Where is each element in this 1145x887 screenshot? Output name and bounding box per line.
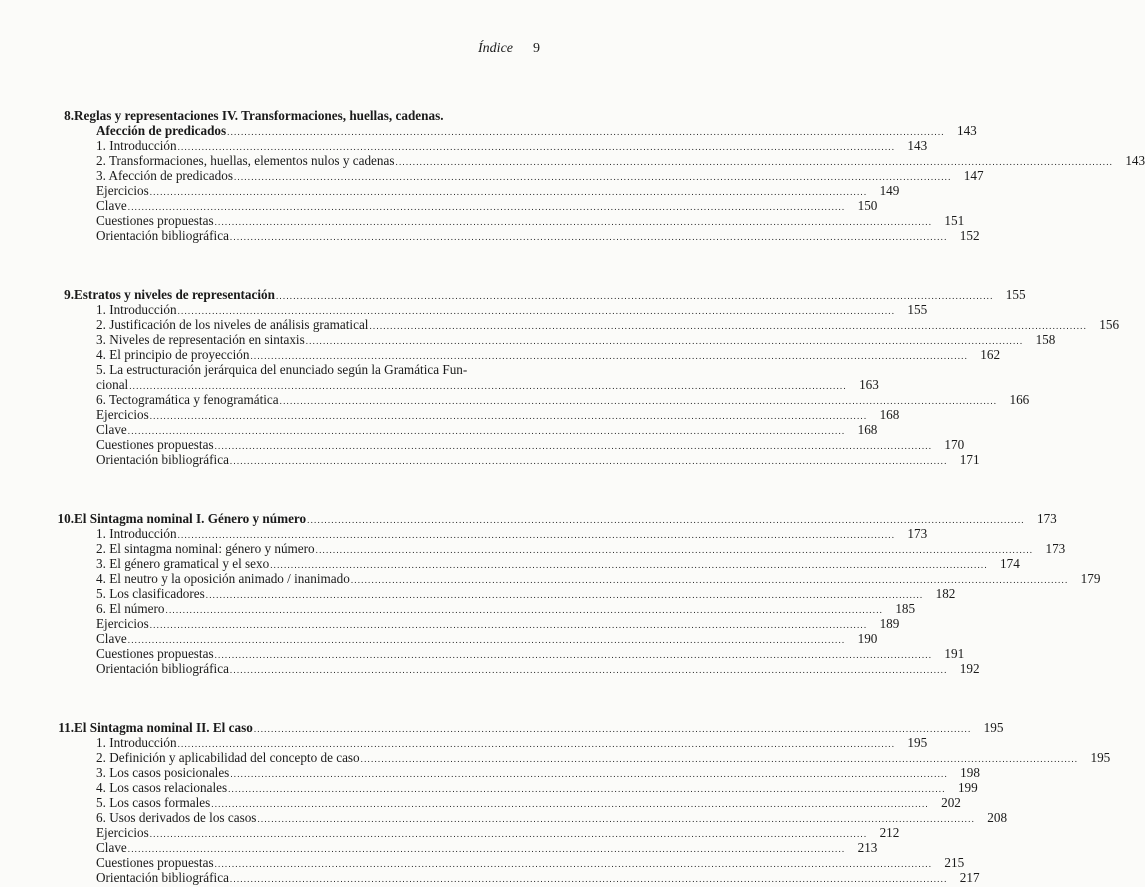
entry-text: 3. Niveles de representación en sintaxis — [96, 332, 305, 347]
dot-leader — [166, 603, 884, 618]
dot-leader — [228, 782, 946, 797]
entry-text: El Sintagma nominal I. Género y número — [74, 511, 307, 526]
entry-text: Clave — [96, 631, 127, 646]
toc-entry — [52, 735, 928, 750]
entry-text: Orientación bibliográfica — [96, 661, 229, 676]
chapter-section — [52, 108, 1145, 243]
toc-entry — [52, 825, 900, 840]
entry-page: 143 — [956, 123, 977, 138]
dot-leader — [306, 334, 1024, 349]
chapter-section — [52, 511, 1101, 676]
dot-leader — [230, 872, 948, 887]
dot-leader — [351, 573, 1069, 588]
toc-entry — [52, 526, 928, 541]
toc-entry — [52, 840, 878, 855]
entry-page: 217 — [959, 870, 980, 885]
entry-page: 166 — [1009, 392, 1030, 407]
toc-entry-cont — [52, 377, 879, 392]
toc-entry — [52, 302, 928, 317]
chapter-heading-cont — [52, 123, 977, 138]
dot-leader — [234, 170, 952, 185]
dot-leader — [150, 409, 868, 424]
toc-entry — [52, 631, 878, 646]
entry-text: 5. Los casos formales — [96, 795, 211, 810]
toc-entry — [52, 437, 965, 452]
toc-entry — [52, 392, 1030, 407]
entry-text: 5. La estructuración jerárquica del enunciado según la Gramática Fun- — [96, 362, 468, 377]
dot-leader — [215, 648, 933, 663]
dot-leader — [128, 200, 846, 215]
entry-number: 11. — [58, 720, 74, 735]
entry-page: 185 — [895, 601, 916, 616]
entry-text: 3. Afección de predicados — [96, 168, 233, 183]
toc-entry — [52, 407, 900, 422]
dot-leader — [128, 424, 846, 439]
entry-text: 2. Transformaciones, huellas, elementos nulos y cadenas — [96, 153, 395, 168]
entry-page: 198 — [960, 765, 980, 780]
entry-page: 171 — [959, 452, 980, 467]
dot-leader — [150, 827, 868, 842]
entry-page: 182 — [935, 586, 956, 601]
dot-leader — [215, 215, 933, 230]
entry-text: 2. Justificación de los niveles de análisis gramatical — [96, 317, 369, 332]
dot-leader — [230, 767, 948, 782]
dot-leader — [128, 842, 846, 857]
entry-text: cional — [96, 377, 129, 392]
entry-text: Cuestiones propuestas — [96, 213, 214, 228]
entry-text: Clave — [96, 840, 127, 855]
toc-entry — [52, 168, 984, 183]
toc-entry — [52, 138, 928, 153]
entry-page: 192 — [959, 661, 980, 676]
chapter-section — [52, 720, 1111, 885]
entry-page: 191 — [944, 646, 965, 661]
entry-page: 195 — [907, 735, 928, 750]
entry-text: 3. Los casos posicionales — [96, 765, 230, 780]
entry-page: 189 — [879, 616, 900, 631]
toc-entry — [52, 780, 978, 795]
toc-entry — [52, 810, 1008, 825]
entry-text: 6. Usos derivados de los casos — [96, 810, 257, 825]
dot-leader — [215, 439, 933, 454]
entry-page: 173 — [1045, 541, 1066, 556]
entry-text: 6. Tectogramática y fenogramática — [96, 392, 279, 407]
entry-text: Orientación bibliográfica — [96, 870, 229, 885]
entry-text: Cuestiones propuestas — [96, 855, 214, 870]
dot-leader — [215, 857, 933, 872]
dot-leader — [369, 319, 1087, 334]
chapter-section — [52, 287, 1120, 467]
entry-text: 1. Introducción — [96, 138, 177, 153]
toc-entry — [52, 332, 1056, 347]
dot-leader — [206, 588, 924, 603]
entry-page: 179 — [1080, 571, 1101, 586]
entry-page: 195 — [983, 720, 1004, 735]
entry-number: 9. — [64, 287, 74, 302]
dot-leader — [227, 125, 945, 140]
toc-entry — [52, 213, 965, 228]
entry-text: 5. Los clasificadores — [96, 586, 205, 601]
running-head — [478, 41, 540, 57]
toc-entry — [52, 422, 878, 437]
entry-text: El Sintagma nominal II. El caso — [74, 720, 253, 735]
chapter-heading — [52, 511, 1057, 526]
entry-text: Clave — [96, 422, 127, 437]
entry-page: 162 — [980, 347, 1001, 362]
entry-page: 213 — [857, 840, 878, 855]
toc-entry — [52, 556, 1020, 571]
table-of-contents — [52, 108, 1145, 885]
entry-page: 215 — [944, 855, 965, 870]
toc-entry — [52, 855, 965, 870]
entry-text: 3. El género gramatical y el sexo — [96, 556, 270, 571]
entry-page: 199 — [957, 780, 978, 795]
entry-text: Ejercicios — [96, 183, 149, 198]
chapter-heading — [52, 287, 1026, 302]
dot-leader — [254, 722, 972, 737]
toc-entry — [52, 661, 980, 676]
entry-text: 4. El neutro y la oposición animado / inanimado — [96, 571, 350, 586]
entry-page: 195 — [1090, 750, 1111, 765]
entry-text: Ejercicios — [96, 825, 149, 840]
toc-entry — [52, 601, 916, 616]
toc-entry — [52, 870, 980, 885]
entry-number: 10. — [57, 511, 74, 526]
dot-leader — [230, 454, 948, 469]
entry-text: 4. Los casos relacionales — [96, 780, 228, 795]
dot-leader — [396, 155, 1114, 170]
toc-entry — [52, 452, 980, 467]
dot-leader — [150, 618, 868, 633]
entry-text: Clave — [96, 198, 127, 213]
toc-entry — [52, 646, 965, 661]
entry-page: 143 — [907, 138, 928, 153]
entry-text: 4. El principio de proyección — [96, 347, 250, 362]
toc-entry — [52, 541, 1066, 556]
toc-entry — [52, 616, 900, 631]
entry-page: 174 — [1000, 556, 1020, 571]
entry-text: Orientación bibliográfica — [96, 228, 229, 243]
toc-entry — [52, 317, 1120, 332]
entry-page: 168 — [857, 422, 878, 437]
toc-entry — [52, 153, 1145, 168]
entry-text: Cuestiones propuestas — [96, 437, 214, 452]
dot-leader — [211, 797, 929, 812]
entry-page: 208 — [987, 810, 1008, 825]
entry-text: Estratos y niveles de representación — [74, 287, 275, 302]
toc-entry — [52, 198, 878, 213]
entry-page: 173 — [907, 526, 928, 541]
entry-page: 168 — [879, 407, 900, 422]
entry-page: 149 — [879, 183, 900, 198]
entry-page: 212 — [879, 825, 900, 840]
toc-entry — [52, 347, 1001, 362]
entry-text: Reglas y representaciones IV. Transformaciones, huellas, cadenas. — [74, 108, 444, 123]
entry-text: Ejercicios — [96, 407, 149, 422]
entry-page: 156 — [1099, 317, 1120, 332]
toc-entry — [52, 795, 961, 810]
entry-page: 158 — [1035, 332, 1056, 347]
toc-entry — [52, 750, 1111, 765]
dot-leader — [316, 543, 1034, 558]
entry-page: 150 — [857, 198, 878, 213]
dot-leader — [270, 558, 988, 573]
toc-entry — [52, 362, 542, 377]
entry-text: Afección de predicados — [96, 123, 227, 138]
entry-text: Orientación bibliográfica — [96, 452, 229, 467]
entry-page: 151 — [944, 213, 965, 228]
entry-page: 190 — [857, 631, 878, 646]
entry-page: 173 — [1036, 511, 1057, 526]
running-head-title: Índice — [478, 41, 513, 56]
entry-text: 1. Introducción — [96, 302, 177, 317]
toc-entry — [52, 571, 1101, 586]
dot-leader — [128, 633, 846, 648]
chapter-heading — [52, 108, 542, 123]
entry-text: Cuestiones propuestas — [96, 646, 214, 661]
entry-page: 147 — [963, 168, 984, 183]
dot-leader — [150, 185, 868, 200]
dot-leader — [257, 812, 975, 827]
entry-page: 152 — [959, 228, 980, 243]
entry-text: 2. Definición y aplicabilidad del concepto de caso — [96, 750, 360, 765]
entry-page: 155 — [907, 302, 928, 317]
entry-page: 163 — [859, 377, 879, 392]
page-number: 9 — [533, 41, 540, 56]
entry-page: 170 — [944, 437, 965, 452]
dot-leader — [276, 289, 994, 304]
chapter-heading — [52, 720, 1004, 735]
entry-page: 155 — [1005, 287, 1026, 302]
entry-text: Ejercicios — [96, 616, 149, 631]
entry-page: 143 — [1125, 153, 1145, 168]
toc-entry — [52, 228, 980, 243]
entry-text: 1. Introducción — [96, 735, 177, 750]
entry-text: 6. El número — [96, 601, 165, 616]
entry-text: 2. El sintagma nominal: género y número — [96, 541, 315, 556]
toc-entry — [52, 765, 980, 780]
toc-entry — [52, 586, 956, 601]
entry-text: 1. Introducción — [96, 526, 177, 541]
dot-leader — [230, 230, 948, 245]
entry-page: 202 — [941, 795, 961, 810]
toc-entry — [52, 183, 900, 198]
dot-leader — [230, 663, 948, 678]
entry-number: 8. — [64, 108, 74, 123]
